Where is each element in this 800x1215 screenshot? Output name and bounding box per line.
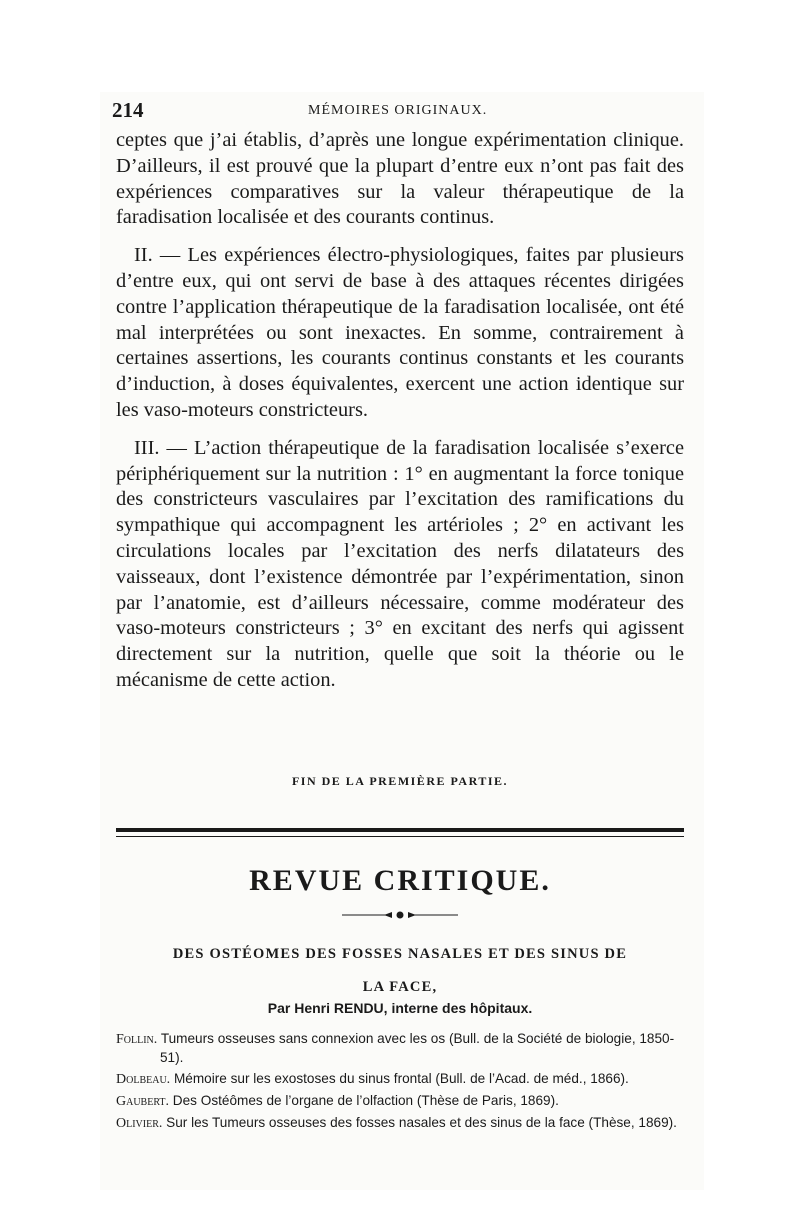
page-header: [112, 98, 687, 126]
section-rule-thick: [116, 828, 684, 832]
section-rule-thin: [116, 836, 684, 837]
title-ornament: [340, 910, 460, 920]
body-text: [116, 128, 684, 694]
reference-item: [116, 1114, 696, 1133]
paragraph-continuation: ceptes que j’ai établis, d’après une longue expérimentation clinique. D’ailleurs, il est prouvé que la plupart d’entre eux n’ont pas fait des expériences comparatives sur la valeur thérapeutique de la faradisation localisée et des courants continus.: [116, 129, 684, 229]
page-number: 214: [112, 98, 144, 122]
reference-text: Des Ostéômes de l’organe de l’olfaction (Thèse de Paris, 1869).: [172, 1093, 559, 1108]
reference-item: [116, 1092, 696, 1111]
reference-list: [116, 1030, 696, 1136]
section-subtitle: [130, 938, 670, 1004]
subtitle-line-2: LA FACE,: [362, 979, 438, 995]
reference-author: Olivier.: [116, 1116, 163, 1131]
subtitle-line-1: DES OSTÉOMES DES FOSSES NASALES ET DES SINUS DE: [172, 946, 628, 962]
reference-text: Tumeurs osseuses sans connexion avec les os (Bull. de la Société de biologie, 1850-51).: [160, 1031, 675, 1065]
reference-text: Sur les Tumeurs osseuses des fosses nasales et des sinus de la face (Thèse, 1869).: [166, 1115, 677, 1130]
reference-text: Mémoire sur les exostoses du sinus frontal (Bull. de l’Acad. de méd., 1866).: [173, 1071, 629, 1086]
part-end-note: FIN DE LA PREMIÈRE PARTIE.: [291, 774, 509, 788]
reference-author: Gaubert.: [116, 1094, 170, 1109]
paragraph-ii: II. — Les expériences électro-physiologiques, faites par plusieurs d’entre eux, qui ont servi de base à des attaques récentes dirigées contre l’application thérapeutique de la faradisation localisée, ont été mal interprétées ou sont inexactes. En somme, contrairement à certaines assertions, les courants continus constants et les courants d’induction, à doses équivalentes, exercent une action identique sur les vaso-moteurs constricteurs.: [116, 244, 684, 421]
reference-item: [116, 1070, 696, 1089]
running-head: MÉMOIRES ORIGINAUX.: [308, 103, 488, 118]
reference-item: [116, 1030, 696, 1067]
reference-author: Follin.: [116, 1032, 158, 1047]
section-title: REVUE CRITIQUE.: [249, 864, 551, 897]
author-line: Par Henri RENDU, interne des hôpitaux.: [267, 1000, 533, 1016]
reference-author: Dolbeau.: [116, 1072, 171, 1087]
paragraph-iii: III. — L’action thérapeutique de la faradisation localisée s’exerce périphériquement sur la nutrition : 1° en augmentant la force tonique des constricteurs vasculaires par l’excitation des ramifications du sympathique qui accompagnent les artérioles ; 2° en activant les circulations locales par l’excitation des nerfs dilatateurs des vaisseaux, dont l’existence démontrée par l’expérimentation, sinon par l’anatomie, est d’ailleurs nécessaire, comme modérateur des vaso-moteurs constricteurs ; 3° en excitant des nerfs qui agissent directement sur la nutrition, quelle que soit la théorie ou le mécanisme de cette action.: [116, 436, 684, 691]
